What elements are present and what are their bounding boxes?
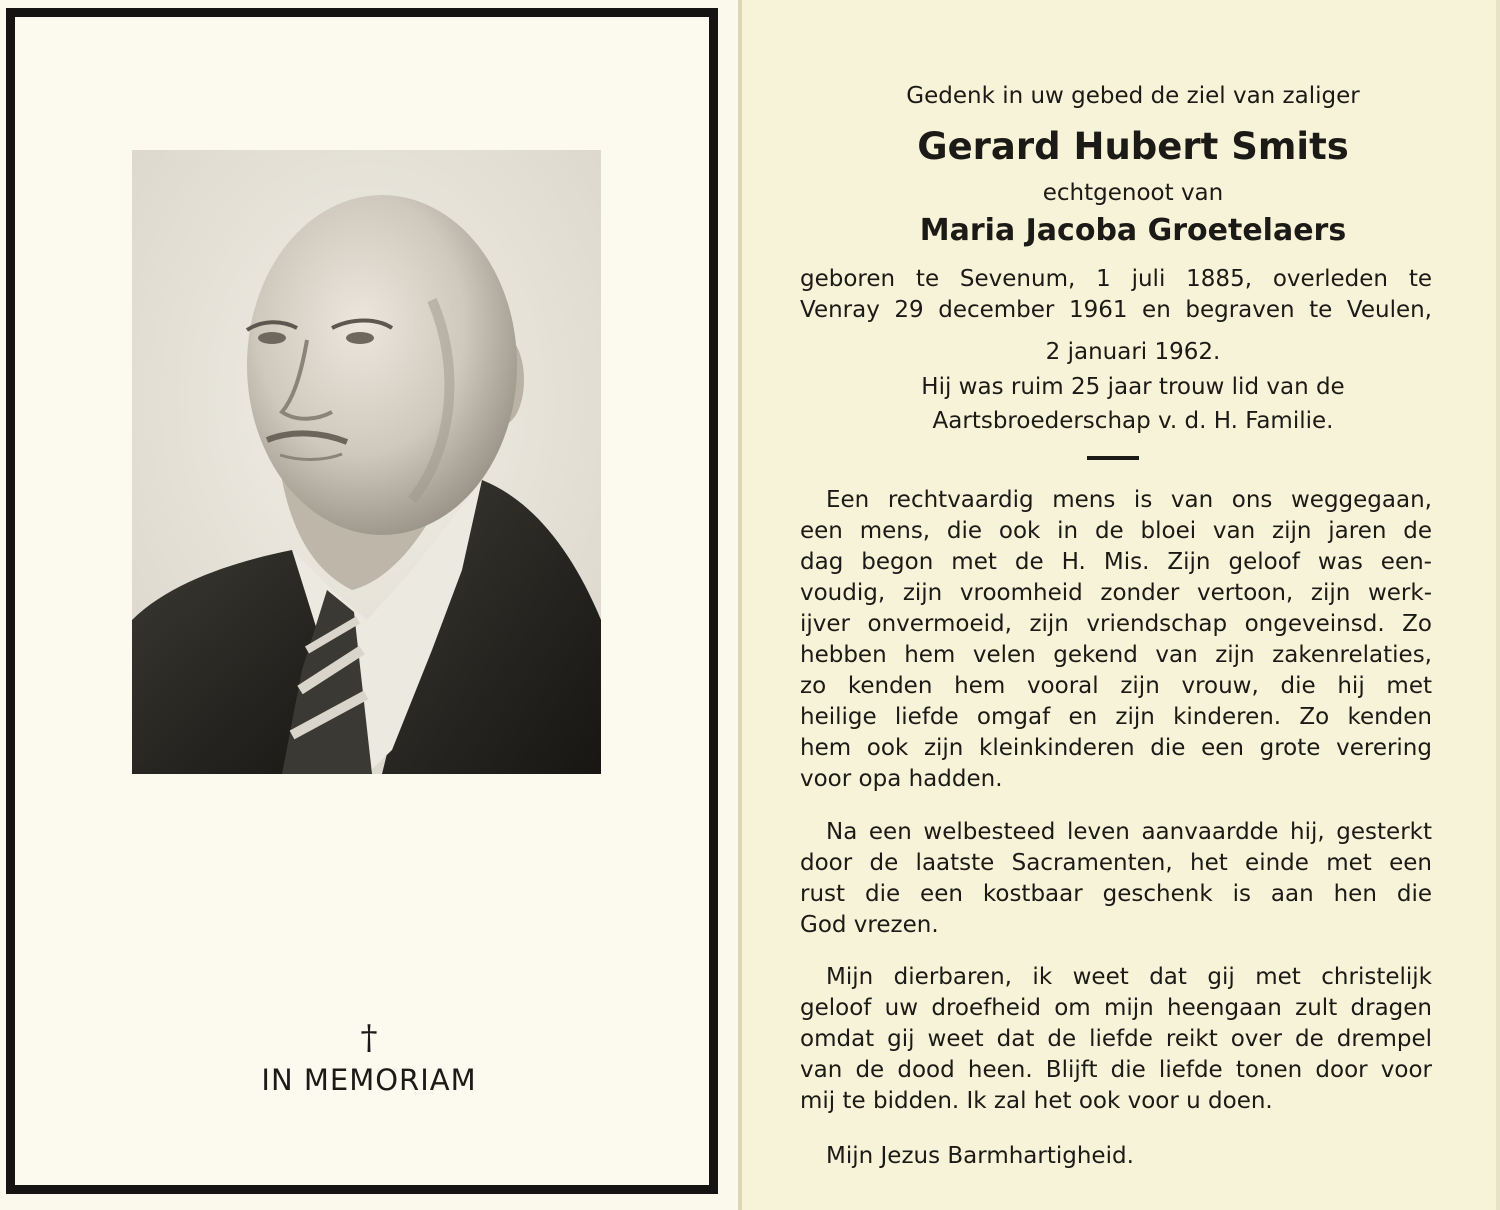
text-line: Mijn dierbaren, ik weet dat gij met christelijk [826,964,1432,990]
text-line: voudig, zijn vroomheid zonder vertoon, zijn werk- [800,580,1432,606]
relation-line: echtgenoot van [1042,180,1224,206]
life-line: geboren te Sevenum, 1 juli 1885, overleden te [800,266,1432,292]
text-line: een mens, die ook in de bloei van zijn jaren de [800,518,1432,544]
card-edge [1496,0,1500,1210]
life-line: Venray 29 december 1961 en begraven te Veulen, [800,297,1432,323]
left-panel [0,0,738,1210]
text-line: zo kenden hem vooral zijn vrouw, die hij met [800,673,1432,699]
text-line: voor opa hadden. [800,766,1003,792]
portrait-photo [132,150,601,774]
text-line: God vrezen. [800,912,939,938]
deceased-name: Gerard Hubert Smits [917,125,1349,168]
text-line: rust die een kostbaar geschenk is aan hen die [800,881,1432,907]
text-line: ijver onvermoeid, zijn vriendschap ongeveinsd. Zo [800,611,1432,637]
divider-rule [1087,456,1139,460]
membership-line: Hij was ruim 25 jaar trouw lid van de [921,374,1345,400]
burial-date-line: 2 januari 1962. [1045,339,1221,365]
text-line: hebben hem velen gekend van zijn zakenrelaties, [800,642,1432,668]
text-line: hem ook zijn kleinkinderen die een grote verering [800,735,1432,761]
paragraph-tribute [800,485,1432,795]
spouse-name: Maria Jacoba Groetelaers [919,213,1347,248]
paragraph-farewell [800,962,1432,1117]
cross-symbol: † [360,1018,378,1058]
closing-prayer: Mijn Jezus Barmhartigheid. [826,1143,1134,1169]
paragraph-passing [800,817,1432,941]
life-dates-block [800,264,1432,326]
text-line: heilige liefde omgaf en zijn kinderen. Zo kenden [800,704,1432,730]
text-line: mij te bidden. Ik zal het ook voor u doen. [800,1088,1273,1114]
in-memoriam-title: IN MEMORIAM [261,1063,477,1097]
text-line: van de dood heen. Blijft die liefde tonen door voor [800,1057,1432,1083]
text-line: Een rechtvaardig mens is van ons weggegaan, [826,487,1432,513]
text-line: geloof uw droefheid om mijn heengaan zult dragen [800,995,1432,1021]
membership-line: Aartsbroederschap v. d. H. Familie. [932,408,1334,434]
text-line: door de laatste Sacramenten, het einde met een [800,850,1432,876]
text-line: omdat gij weet dat de liefde reikt over de drempel [800,1026,1432,1052]
text-line: Na een welbesteed leven aanvaardde hij, gesterkt [826,819,1432,845]
intro-line: Gedenk in uw gebed de ziel van zaliger [906,83,1360,109]
text-line: dag begon met de H. Mis. Zijn geloof was een- [800,549,1432,575]
